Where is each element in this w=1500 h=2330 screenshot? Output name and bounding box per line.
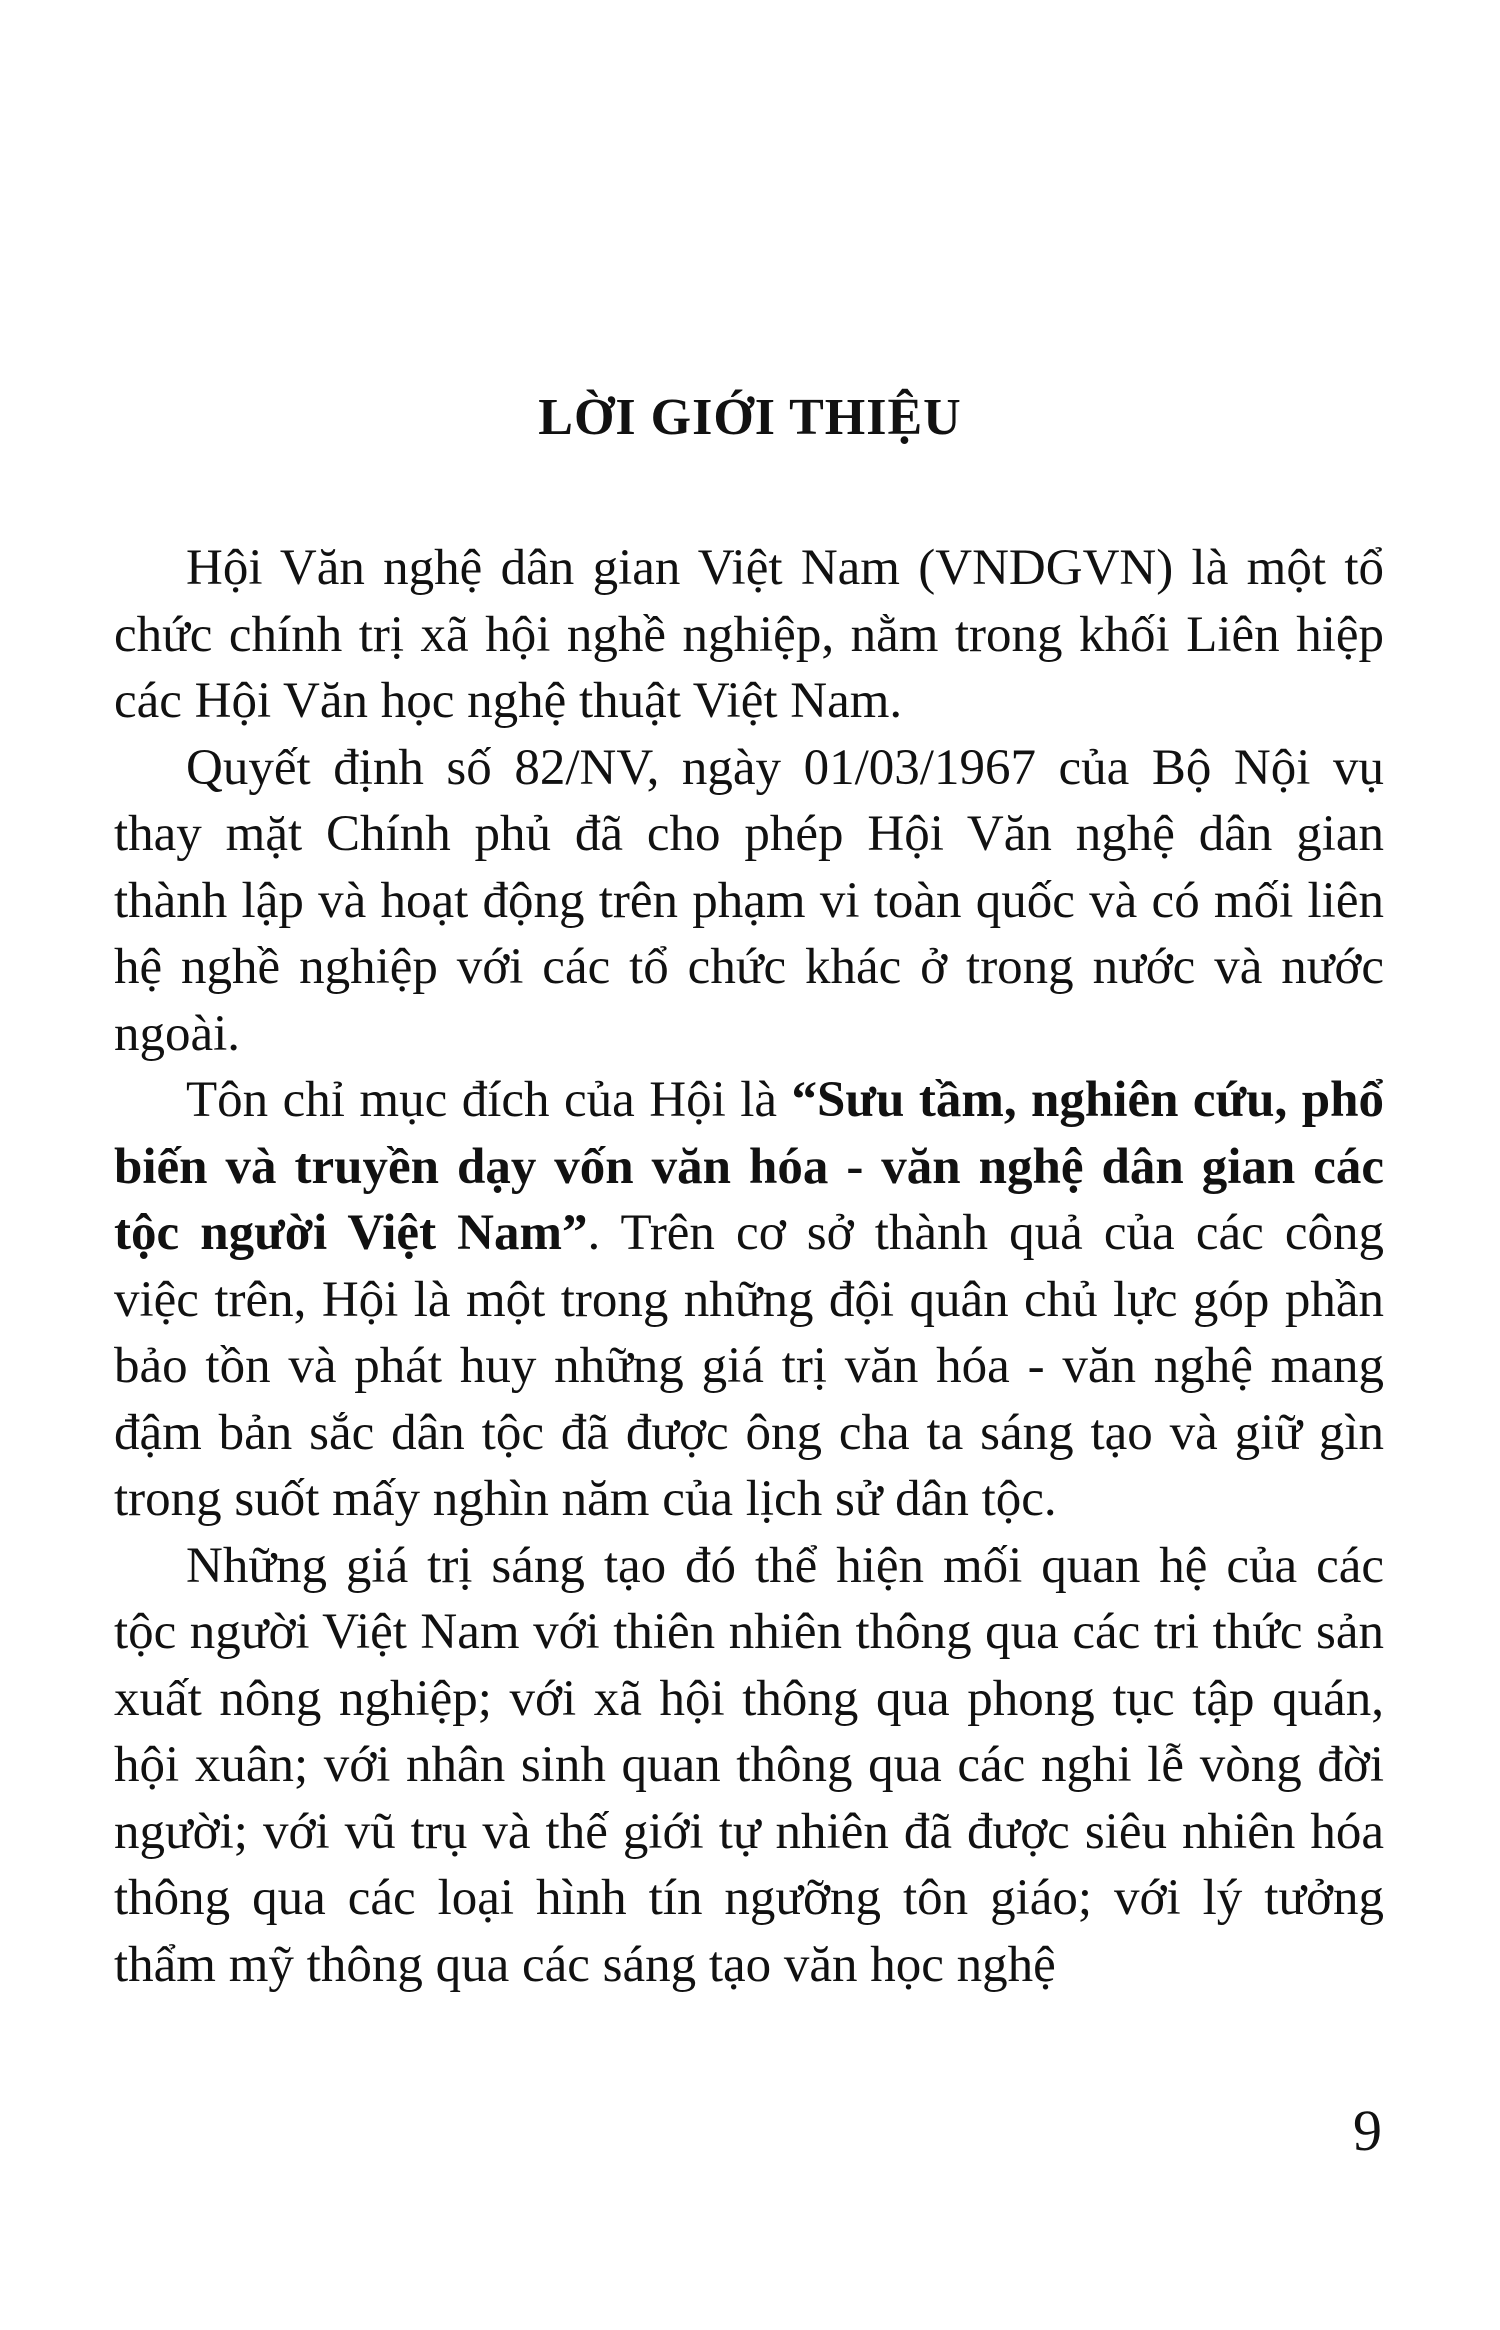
paragraph-3-lead: Tôn chỉ mục đích của Hội là: [186, 1072, 792, 1128]
paragraph-3-rest: . Trên cơ sở thành quả của các công việc trên, Hội là một trong những đội quân chủ lực góp phần bảo tồn và phát huy những giá trị văn hóa - văn nghệ mang đậm bản sắc dân tộc đã được ông cha ta sáng tạo và giữ gìn trong suốt mấy nghìn năm của lịch sử dân tộc.: [114, 1205, 1384, 1527]
paragraph-3: [114, 1067, 1384, 1533]
page-title: LỜI GIỚI THIỆU: [538, 389, 962, 446]
body-text: [114, 535, 1384, 1998]
paragraph-2: Quyết định số 82/NV, ngày 01/03/1967 của Bộ Nội vụ thay mặt Chính phủ đã cho phép Hội Văn nghệ dân gian thành lập và hoạt động trên phạm vi toàn quốc và có mối liên hệ nghề nghiệp với các tổ chức khác ở trong nước và nước ngoài.: [114, 739, 1384, 1062]
paragraph-1: Hội Văn nghệ dân gian Việt Nam (VNDGVN) là một tổ chức chính trị xã hội nghề nghiệp, nằm trong khối Liên hiệp các Hội Văn học nghệ thuật Việt Nam.: [114, 540, 1384, 729]
page-number: 9: [1353, 2098, 1382, 2163]
paragraph-4: Những giá trị sáng tạo đó thể hiện mối quan hệ của các tộc người Việt Nam với thiên nhiên thông qua các tri thức sản xuất nông nghiệp; với xã hội thông qua phong tục tập quán, hội xuân; với nhân sinh quan thông qua các nghi lễ vòng đời người; với vũ trụ và thế giới tự nhiên đã được siêu nhiên hóa thông qua các loại hình tín ngưỡng tôn giáo; với lý tưởng thẩm mỹ thông qua các sáng tạo văn học nghệ: [114, 1537, 1384, 1993]
paragraph-3-motto: “Sưu tầm, nghiên cứu, phổ biến và truyền dạy vốn văn hóa - văn nghệ dân gian các tộc người Việt Nam”: [114, 1072, 1384, 1261]
